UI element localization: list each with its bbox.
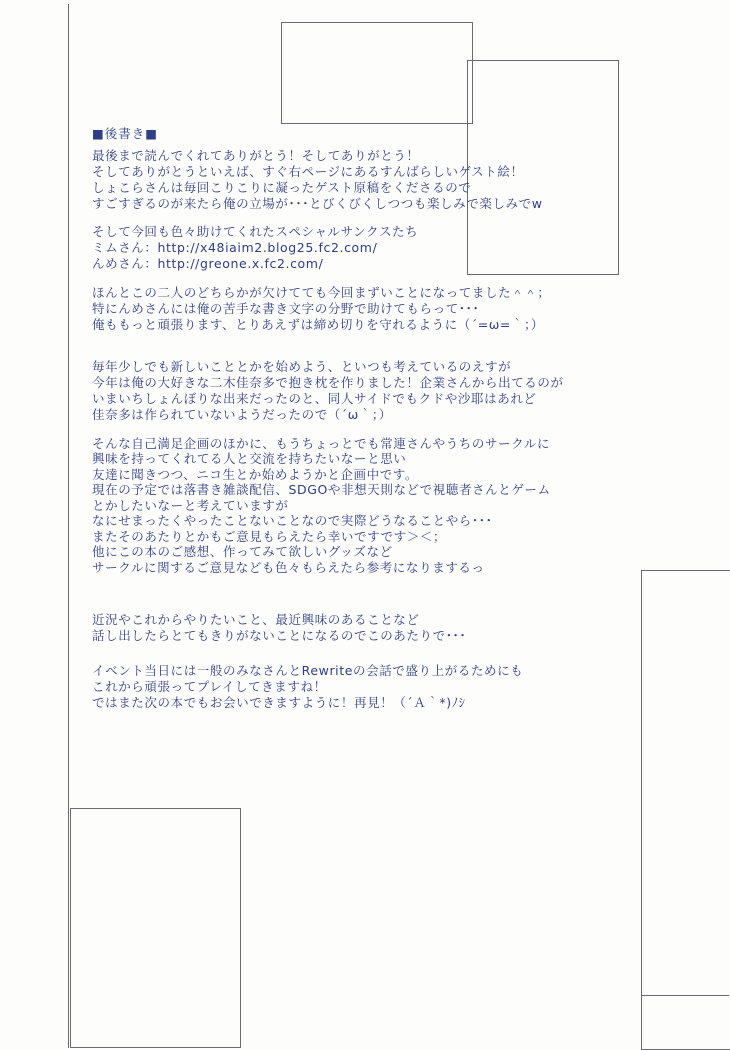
text-line: ではまた次の本でもお会いできますように！再見！（´Ａ｀*)ﾉｼ (92, 694, 466, 710)
text-line: サークルに関するご意見なども色々もらえたら参考になりまするっ (92, 559, 485, 575)
spacer (92, 590, 652, 614)
text-line: 俺ももっと頑張ります、とりあえずは締め切りを守れるように（´=ω=｀；） (92, 316, 545, 332)
text-line: いまいちしょんぼりな出来だったのと、同人サイドでもクドや沙耶はあれど (92, 391, 537, 406)
afterword-heading: ■後書き■ (92, 126, 159, 141)
paragraph-special-thanks (92, 226, 652, 271)
text-line: 毎年少しでも新しいこととかを始めよう、といつも考えているのえすが (92, 359, 512, 374)
paragraph-thanks (92, 147, 652, 211)
text-line-link-mimu: ミムさん：http://x48iaim2.blog25.fc2.com/ (92, 240, 378, 255)
text-line: ほんとこの二人のどちらかが欠けてても今回まずいことになってました＾＾； (92, 284, 551, 300)
text-line: これから頑張ってプレイしてきますね！ (92, 678, 327, 694)
text-line: 特にんめさんには俺の苦手な書き文字の分野で助けてもらって･･･ (92, 300, 480, 316)
text-line: そんな自己満足企画のほかに、もうちょっとでも常連さんやうちのサークルに (92, 435, 551, 451)
text-line: 最後まで読んでくれてありがとう！そしてありがとう！ (92, 147, 420, 163)
text-line: 佳奈多は作られていないようだったので（´ω｀；） (92, 407, 392, 422)
text-line: またそのあたりとかもご意見もらえたら幸いですです＞＜； (92, 528, 447, 544)
text-line: そして今回も色々助けてくれたスペシャルサンクスたち (92, 224, 419, 239)
page-border-left (68, 4, 69, 1048)
afterword-text-block (92, 128, 652, 725)
text-line-link-nme: んめさん：http://greone.x.fc2.com/ (92, 256, 324, 271)
paragraph-closing-topics (92, 614, 652, 643)
text-line: とかしたいなーと考えていますが (92, 497, 289, 513)
text-line: 今年は俺の大好きな二木佳奈多で抱き枕を作りました！企業さんから出てるのが (92, 375, 564, 390)
decorative-line-bottom-right (641, 995, 729, 996)
text-line: 話し出したらとてもきりがないことになるのでこのあたりで･･･ (92, 628, 467, 643)
text-line: すごすぎるのが来たら俺の立場が･･･とびくびくしつつも楽しみで楽しみでw (92, 195, 543, 211)
text-line: 現在の予定では落書き雑談配信、SDGOや非想天則などで視聴者さんとゲーム (92, 482, 551, 497)
paragraph-event (92, 662, 652, 710)
text-line: 興味を持ってくれてる人と交流を持ちたいなーと思い (92, 451, 407, 466)
decorative-rectangle-top-left (281, 22, 473, 124)
text-line: なにせまったくやったことないことなので実際どうなることやら･･･ (92, 513, 493, 528)
text-line: しょこらさんは毎回こりこりに凝ったゲスト原稿をくださるので (92, 179, 472, 195)
text-line: 近況やこれからやりたいこと、最近興味のあることなど (92, 612, 420, 627)
text-line: 友達に聞きつつ、ニコ生とか始めようかと企画中です。 (92, 466, 419, 482)
paragraph-new-things (92, 361, 652, 422)
paragraph-apology (92, 284, 652, 332)
text-line: 他にこの本のご感想、作ってみて欲しいグッズなど (92, 544, 393, 559)
text-line: イベント当日には一般のみなさんとRewriteの会話で盛り上がるためにも (92, 662, 524, 678)
decorative-rectangle-bottom-left (70, 808, 241, 1048)
text-line: そしてありがとうといえば、すぐ右ページにあるすんばらしいゲスト絵！ (92, 163, 524, 179)
paragraph-circle-plans (92, 435, 652, 575)
decorative-rectangle-bottom-right (641, 570, 730, 1050)
